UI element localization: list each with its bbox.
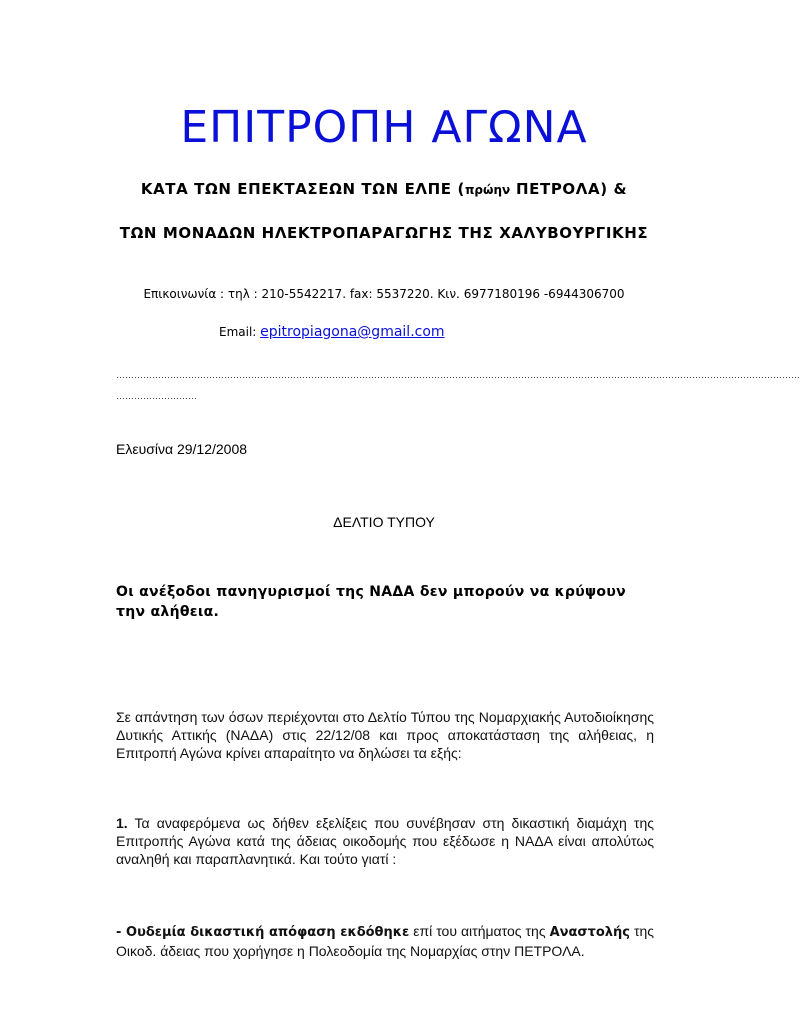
subtitle-line-2: ΤΩΝ ΜΟΝΑΔΩΝ ΗΛΕΚΤΡΟΠΑΡΑΓΩΓΗΣ ΤΗΣ ΧΑΛΥΒΟΥΡΓΙΚΗΣ bbox=[119, 224, 649, 242]
bold-phrase-suspension: Αναστολής bbox=[549, 925, 630, 940]
subtitle-main: ΚΑΤΑ ΤΩΝ ΕΠΕΚΤΑΣΕΩΝ ΤΩΝ ΕΛΠΕ ( bbox=[140, 180, 465, 198]
subtitle-end: ΠΕΤΡΟΛΑ) & bbox=[510, 180, 628, 198]
email-link[interactable]: epitropiagona@gmail.com bbox=[260, 324, 445, 340]
point-1a-text-1: επί του αιτήματος της bbox=[409, 923, 550, 939]
point-1a-text-2: της Οικοδ. άδειας που χορήγησε η Πολεοδομία της Νομαρχίας στην ΠΕΤΡΟΛΑ. bbox=[116, 923, 655, 959]
dotted-separator: ………………………………………………………………………………………………………………………………………………………………………………………………………… bbox=[116, 370, 800, 380]
dotted-separator-continuation: ……………………… bbox=[116, 391, 197, 401]
article-headline: Οι ανέξοδοι πανηγυρισμοί της ΝΑΔΑ δεν μπορούν να κρύψουν την αλήθεια. bbox=[116, 584, 626, 620]
point-number: 1. bbox=[116, 815, 128, 831]
point-1-text: Τα αναφερόμενα ως δήθεν εξελίξεις που συνέβησαν στη δικαστική διαμάχη της Επιτροπής Αγώνα κατά της άδειας οικοδομής που εξέδωσε η ΝΑΔΑ είναι απολύτως αναληθή και παραπλανητικά. Και τούτο γιατί : bbox=[116, 815, 654, 867]
paragraph-intro: Σε απάντηση των όσων περιέχονται στο Δελτίο Τύπου της Νομαρχιακής Αυτοδιοίκησης Δυτικής Αττικής (ΝΑΔΑ) στις 22/12/08 και προς αποκατάσταση της αλήθειας, η Επιτροπή Αγώνα κρίνει απαραίτητο να δηλώσει τα εξής: bbox=[116, 709, 654, 761]
email-label: Email: bbox=[219, 325, 261, 339]
subtitle-line-1 bbox=[0, 179, 768, 200]
press-release-heading: ΔΕΛΤΙΟ ΤΥΠΟΥ bbox=[333, 514, 435, 530]
contact-info: Επικοινωνία : τηλ : 210-5542217. fax: 5537220. Κιν. 6977180196 -6944306700 bbox=[143, 287, 625, 301]
subtitle-former-word: πρώην bbox=[464, 183, 511, 197]
paragraph-point-1a bbox=[116, 922, 654, 960]
committee-title: ΕΠΙΤΡΟΠΗ ΑΓΩΝΑ bbox=[180, 102, 588, 153]
bold-phrase-no-decision: - Ουδεμία δικαστική απόφαση εκδόθηκε bbox=[116, 925, 410, 940]
paragraph-point-1 bbox=[116, 814, 654, 868]
email-row bbox=[219, 323, 445, 341]
document-date: Ελευσίνα 29/12/2008 bbox=[116, 441, 248, 457]
